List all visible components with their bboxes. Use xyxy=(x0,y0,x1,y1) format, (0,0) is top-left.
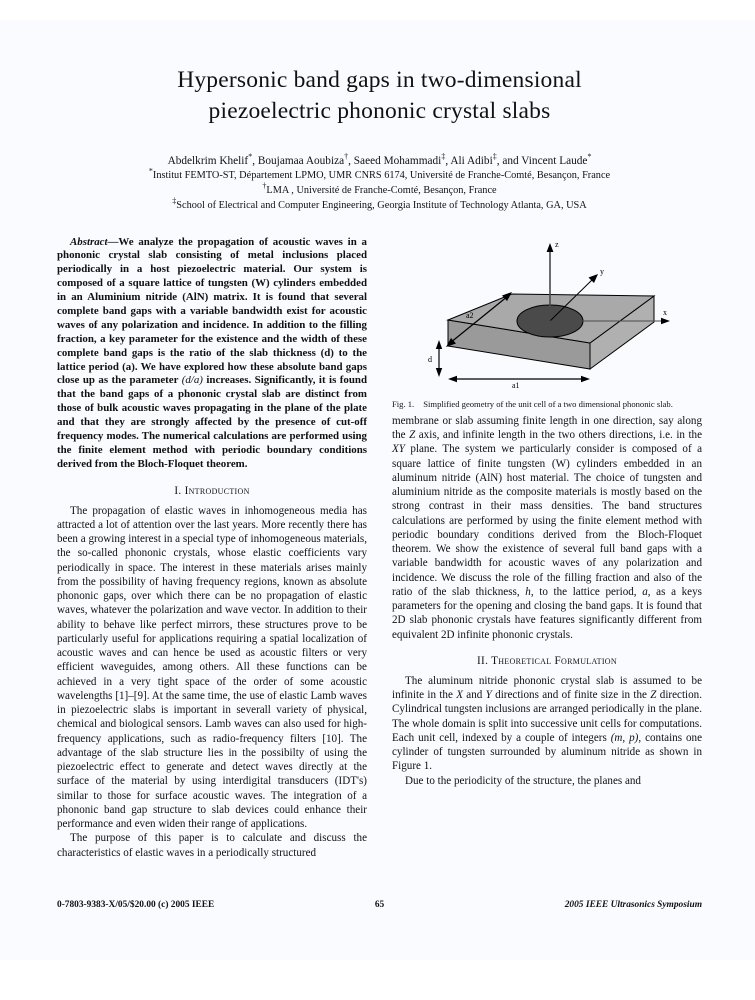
footer-conference: 2005 IEEE Ultrasonics Symposium xyxy=(564,900,702,910)
axis-z-label: z xyxy=(555,239,559,249)
intro-paragraph-2: The purpose of this paper is to calculate and discuss the characteristics of elastic waves in a periodically structured xyxy=(57,832,367,859)
abstract-text-part1: We analyze the propagation of acoustic waves in a phononic crystal slab consisting of metal inclusions placed periodically in a host piezoelectric material. Our system is composed of a square lattice of tungsten (W) cylinders embedded in an Aluminium nitride (AlN) matrix. It is found that several complete band gaps with a variable bandwidth exist for acoustic waves of any polarization and incidence. In addition to the filling fraction, a key parameter for the existence and the width of these complete band gaps is the ratio of the slab thickness (d) to the lattice period (a). We have explored how these absolute band gaps close up as the parameter xyxy=(57,235,367,387)
axis-z-arrowhead xyxy=(547,243,554,252)
section-number-1: I. xyxy=(174,484,182,497)
dim-d-arrowhead-bottom xyxy=(436,368,442,377)
title-line-1: Hypersonic band gaps in two-dimensional xyxy=(177,67,582,93)
dim-a2-label: a2 xyxy=(466,310,474,320)
footer-page-number: 65 xyxy=(374,900,385,910)
figure-1-caption-text: Simplified geometry of the unit cell of a two dimensional phononic slab. xyxy=(423,398,673,409)
theory-paragraph-1: The aluminum nitride phononic crystal slab is assumed to be infinite in the X and Y directions and of finite size in the Z direction. Cylindrical tungsten inclusions are arranged periodically in the plane. The whole domain is split into successive unit cells for computations. Each unit cell, indexed by a couple of integers (m, p), contains one cylinder of tungsten surrounded by aluminum nitride as shown in Figure 1. xyxy=(392,674,702,773)
affiliation-1: *Institut FEMTO-ST, Département LPMO, UMR CNRS 6174, Université de Franche-Comté, Besançon, France xyxy=(148,166,611,182)
axis-y-label: y xyxy=(600,266,604,276)
section-heading-theoretical-formulation xyxy=(392,655,702,667)
abstract-math-ratio: (d/a) xyxy=(181,374,203,387)
affiliation-3: ‡School of Electrical and Computer Engineering, Georgia Institute of Technology Atlanta, GA, USA xyxy=(172,196,587,211)
section-title-2: Theoretical Formulation xyxy=(491,654,617,667)
figure-1 xyxy=(392,236,702,410)
title-line-2: piezoelectric phononic crystal slabs xyxy=(208,97,551,124)
figure-1-caption xyxy=(392,399,702,410)
section-heading-introduction xyxy=(57,485,367,497)
left-column xyxy=(57,236,367,860)
abstract-text-part2: increases. Significantly, it is found that the band gaps of a phononic crystal slab are distinct from those of bulk acoustic waves propagating in the plane of the plate and that they are strongly affected by the presence of cut-off frequency modes. The numerical calculations are performed using the finite element method with periodic boundary conditions derived from the Bloch-Floquet theorem. xyxy=(57,374,367,470)
dim-a1-arrowhead-left xyxy=(448,375,457,381)
axis-x-label: x xyxy=(663,307,667,317)
right-column xyxy=(392,236,702,788)
document-page xyxy=(0,20,755,960)
author-list: Abdelkrim Khelif*, Boujamaa Aoubiza†, Saeed Mohammadi‡, Ali Adibi‡, and Vincent Laude* xyxy=(167,152,592,168)
section-number-2: II. xyxy=(477,654,489,667)
figure-1-graphic xyxy=(392,236,702,388)
dim-a1-label: a1 xyxy=(512,380,520,388)
intro-paragraph-1: The propagation of elastic waves in inhomogeneous media has attracted a lot of attention over the last years. More recently there has been a growing interest in a special type of inhomogeneous materials, the so-called phononic crystals, whose elastic coefficients vary periodically in space. The interest in these materials arises mainly from the possibility of having frequency regions, known as absolute phononic gaps, over which there can be no propagation of elastic waves, whatever the polarization and wave vector. In addition to their ability to behave like perfect mirrors, these structures prove to be particularly useful for applications requiring a spatial localization of acoustic waves and can hence be used as acoustic filters or very efficient waveguides, among others. All these functions can be achieved in a very tight space of the order of some acoustic wavelengths [1]–[9]. At the same time, the use of elastic Lamb waves in piezoelectric slabs is important in severall variety of physical, chemical and biological sensors. Lamb waves can also used for high-frequency applications, such as radio-frequency filters [10]. The advantage of the slab structure lies in the possibilty of using the piezoelectric effect to generate and detect waves directly at the surface of the material by using interdigital transducers (IDT's) similar to those for surface acoustic waves. The integration of a phononic band gap structure to slab devices could enhance their performance and even widen their range of applications. xyxy=(57,504,367,831)
section-title-1: Introduction xyxy=(184,484,250,497)
paper-title xyxy=(100,65,660,126)
abstract-dash: — xyxy=(107,235,119,248)
footer-copyright: 0-7803-9383-X/05/$20.00 (c) 2005 IEEE xyxy=(57,900,215,910)
abstract-label: Abstract xyxy=(70,235,108,248)
dim-d-arrowhead-top xyxy=(436,340,442,349)
figure-1-caption-label: Fig. 1. xyxy=(392,398,415,409)
axis-x-arrowhead xyxy=(661,317,670,323)
theory-paragraph-2: Due to the periodicity of the structure, the planes and xyxy=(405,774,641,787)
affiliation-2: †LMA , Université de Franche-Comté, Besançon, France xyxy=(262,181,497,196)
page-content xyxy=(57,65,703,859)
right-continuation-paragraph: membrane or slab assuming finite length in one direction, say along the Z axis, and infinite length in the two others directions, i.e. in the XY plane. The system we particularly consider is composed of a square lattice of finite tungsten (W) cylinders embedded in an aluminum nitride (AlN) host material. The choice of tungsten and aluminium nitride as the composite materials is mostly based on the strong contrast in their mass densities. The band structures calculations are performed by using the finite element method with periodic boundary conditions derived from the Bloch-Floquet theorem. We show the existence of several full band gaps with a variable bandwidth for acoustic waves of any polarization and incidence. We discuss the role of the filling fraction and also of the ratio of the slab thickness, h, to the lattice period, a, as a keys parameters for the opening and closing the band gaps. It is found that 2D slab phononic crystals have features significantly different from equivalent 2D infinite phononic crystals. xyxy=(392,414,703,641)
dim-a1-arrowhead-right xyxy=(581,375,590,381)
dim-d-label: d xyxy=(428,354,432,364)
abstract-paragraph xyxy=(57,236,367,472)
